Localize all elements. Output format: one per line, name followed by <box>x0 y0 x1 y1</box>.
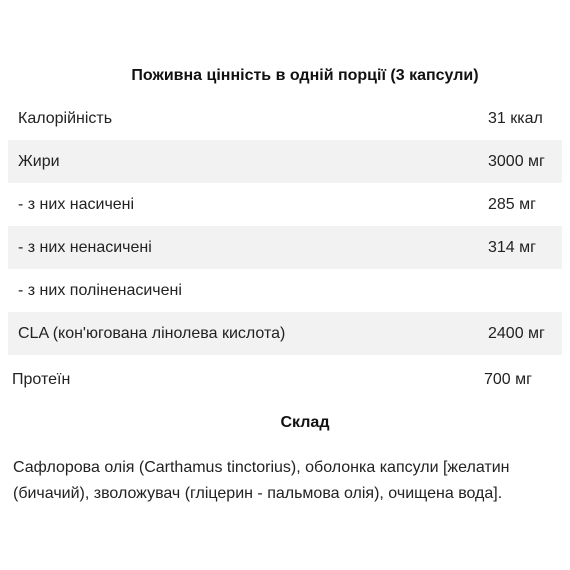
protein-name: Протеїн <box>12 371 71 388</box>
table-row <box>8 269 562 312</box>
nutrient-value: 314 мг <box>488 239 536 256</box>
nutrient-value: 285 мг <box>488 196 536 213</box>
nutrient-name: CLA (кон'югована лінолева кислота) <box>18 325 286 342</box>
table-row <box>8 97 562 140</box>
protein-value: 700 мг <box>484 371 532 388</box>
nutrient-name: - з них поліненасичені <box>18 282 182 299</box>
nutrition-table <box>8 97 562 355</box>
composition-title: Склад <box>280 414 330 431</box>
protein-row <box>12 371 552 395</box>
composition-text: Сафлорова олія (Carthamus tinctorius), оболонка капсули [желатин (бичачий), зволожувач (гліцерин - пальмова олія), очищена вода]. <box>13 459 510 502</box>
table-row <box>8 226 562 269</box>
nutrient-name: Жири <box>18 153 60 170</box>
table-row <box>8 183 562 226</box>
nutrient-name: - з них ненасичені <box>18 239 152 256</box>
nutrient-name: Калорійність <box>18 110 113 127</box>
nutrition-title: Поживна цінність в одній порції (3 капсули) <box>131 67 479 84</box>
nutrient-value: 31 ккал <box>488 110 543 127</box>
table-row <box>8 140 562 183</box>
nutrient-name: - з них насичені <box>18 196 135 213</box>
nutrient-value: 2400 мг <box>488 325 545 342</box>
table-row <box>8 312 562 355</box>
nutrient-value: 3000 мг <box>488 153 545 170</box>
